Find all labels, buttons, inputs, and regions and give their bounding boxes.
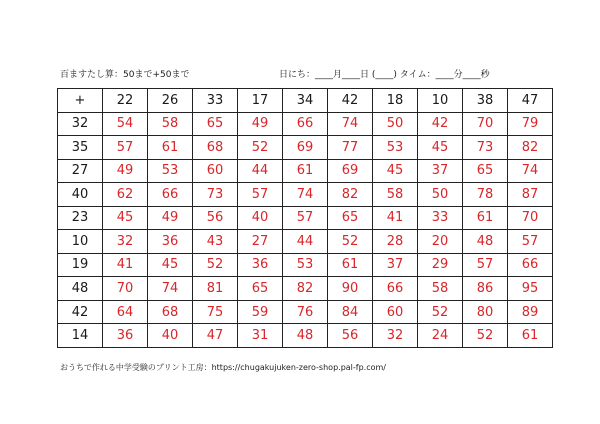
grid-row <box>58 324 553 348</box>
answer-cell: 43 <box>193 230 238 254</box>
answer-cell: 68 <box>148 300 193 324</box>
answer-cell: 50 <box>373 112 418 136</box>
answer-cell: 65 <box>238 277 283 301</box>
answer-cell: 69 <box>283 136 328 160</box>
answer-cell: 61 <box>328 253 373 277</box>
date-time-fields: 日にち：____月____日 (____) タイム：____分____秒 <box>279 70 490 80</box>
top-number-cell: 38 <box>463 89 508 113</box>
answer-cell: 52 <box>238 136 283 160</box>
top-number-cell: 47 <box>508 89 553 113</box>
answer-cell: 37 <box>418 159 463 183</box>
answer-cell: 57 <box>238 183 283 207</box>
grid-row <box>58 112 553 136</box>
answer-cell: 76 <box>283 300 328 324</box>
answer-cell: 89 <box>508 300 553 324</box>
grid-row <box>58 277 553 301</box>
left-number-cell: 14 <box>58 324 103 348</box>
answer-cell: 82 <box>328 183 373 207</box>
answer-cell: 66 <box>508 253 553 277</box>
grid-row <box>58 206 553 230</box>
answer-cell: 41 <box>103 253 148 277</box>
answer-cell: 57 <box>463 253 508 277</box>
answer-cell: 66 <box>148 183 193 207</box>
top-number-cell: 34 <box>283 89 328 113</box>
left-number-cell: 32 <box>58 112 103 136</box>
answer-cell: 52 <box>463 324 508 348</box>
answer-cell: 53 <box>283 253 328 277</box>
answer-cell: 48 <box>283 324 328 348</box>
answer-cell: 53 <box>373 136 418 160</box>
answer-cell: 73 <box>193 183 238 207</box>
answer-cell: 95 <box>508 277 553 301</box>
plus-sign-cell: + <box>58 89 103 113</box>
answer-cell: 58 <box>418 277 463 301</box>
answer-cell: 53 <box>148 159 193 183</box>
answer-cell: 45 <box>148 253 193 277</box>
addition-grid <box>57 88 553 348</box>
answer-cell: 58 <box>148 112 193 136</box>
grid-row <box>58 136 553 160</box>
answer-cell: 33 <box>418 206 463 230</box>
answer-cell: 60 <box>373 300 418 324</box>
answer-cell: 90 <box>328 277 373 301</box>
answer-cell: 69 <box>328 159 373 183</box>
answer-cell: 52 <box>193 253 238 277</box>
left-number-cell: 10 <box>58 230 103 254</box>
answer-cell: 75 <box>193 300 238 324</box>
answer-cell: 42 <box>418 112 463 136</box>
answer-cell: 66 <box>283 112 328 136</box>
answer-cell: 79 <box>508 112 553 136</box>
answer-cell: 61 <box>283 159 328 183</box>
answer-cell: 78 <box>463 183 508 207</box>
answer-cell: 45 <box>418 136 463 160</box>
left-number-cell: 23 <box>58 206 103 230</box>
answer-cell: 66 <box>373 277 418 301</box>
answer-cell: 56 <box>328 324 373 348</box>
answer-cell: 57 <box>283 206 328 230</box>
left-number-cell: 40 <box>58 183 103 207</box>
answer-cell: 47 <box>193 324 238 348</box>
answer-cell: 41 <box>373 206 418 230</box>
answer-cell: 80 <box>463 300 508 324</box>
answer-cell: 49 <box>148 206 193 230</box>
answer-cell: 70 <box>508 206 553 230</box>
answer-cell: 24 <box>418 324 463 348</box>
answer-cell: 81 <box>193 277 238 301</box>
answer-cell: 61 <box>463 206 508 230</box>
answer-cell: 49 <box>103 159 148 183</box>
answer-cell: 32 <box>373 324 418 348</box>
answer-cell: 32 <box>103 230 148 254</box>
top-number-cell: 22 <box>103 89 148 113</box>
top-number-cell: 33 <box>193 89 238 113</box>
answer-cell: 54 <box>103 112 148 136</box>
answer-cell: 37 <box>373 253 418 277</box>
answer-cell: 84 <box>328 300 373 324</box>
answer-cell: 44 <box>283 230 328 254</box>
left-number-cell: 19 <box>58 253 103 277</box>
answer-cell: 87 <box>508 183 553 207</box>
answer-cell: 74 <box>328 112 373 136</box>
answer-cell: 36 <box>238 253 283 277</box>
answer-cell: 20 <box>418 230 463 254</box>
answer-cell: 36 <box>103 324 148 348</box>
left-number-cell: 35 <box>58 136 103 160</box>
answer-cell: 40 <box>148 324 193 348</box>
top-number-cell: 42 <box>328 89 373 113</box>
answer-cell: 68 <box>193 136 238 160</box>
top-number-cell: 17 <box>238 89 283 113</box>
footer-credit: おうちで作れる中学受験のプリント工房：https://chugakujuken-zero-shop.pal-fp.com/ <box>60 363 386 372</box>
answer-cell: 44 <box>238 159 283 183</box>
answer-cell: 60 <box>193 159 238 183</box>
answer-cell: 59 <box>238 300 283 324</box>
answer-cell: 61 <box>148 136 193 160</box>
top-number-cell: 26 <box>148 89 193 113</box>
left-number-cell: 27 <box>58 159 103 183</box>
grid-row <box>58 253 553 277</box>
answer-cell: 65 <box>193 112 238 136</box>
answer-cell: 70 <box>463 112 508 136</box>
grid-header-row <box>58 89 553 113</box>
answer-cell: 40 <box>238 206 283 230</box>
answer-cell: 73 <box>463 136 508 160</box>
grid-row <box>58 300 553 324</box>
left-number-cell: 48 <box>58 277 103 301</box>
answer-cell: 65 <box>463 159 508 183</box>
answer-cell: 45 <box>373 159 418 183</box>
answer-cell: 57 <box>103 136 148 160</box>
grid-row <box>58 183 553 207</box>
answer-cell: 29 <box>418 253 463 277</box>
top-number-cell: 10 <box>418 89 463 113</box>
answer-cell: 48 <box>463 230 508 254</box>
answer-cell: 74 <box>283 183 328 207</box>
answer-cell: 74 <box>148 277 193 301</box>
grid-row <box>58 230 553 254</box>
answer-cell: 86 <box>463 277 508 301</box>
worksheet-title: 百ますたし算：50まで+50まで <box>60 70 190 80</box>
answer-cell: 74 <box>508 159 553 183</box>
grid-row <box>58 159 553 183</box>
answer-cell: 52 <box>328 230 373 254</box>
answer-cell: 77 <box>328 136 373 160</box>
answer-cell: 65 <box>328 206 373 230</box>
left-number-cell: 42 <box>58 300 103 324</box>
answer-cell: 27 <box>238 230 283 254</box>
answer-cell: 52 <box>418 300 463 324</box>
answer-cell: 31 <box>238 324 283 348</box>
answer-cell: 56 <box>193 206 238 230</box>
answer-cell: 49 <box>238 112 283 136</box>
answer-cell: 45 <box>103 206 148 230</box>
answer-cell: 70 <box>103 277 148 301</box>
answer-cell: 50 <box>418 183 463 207</box>
top-number-cell: 18 <box>373 89 418 113</box>
answer-cell: 62 <box>103 183 148 207</box>
answer-cell: 57 <box>508 230 553 254</box>
answer-cell: 64 <box>103 300 148 324</box>
answer-cell: 28 <box>373 230 418 254</box>
answer-cell: 61 <box>508 324 553 348</box>
answer-cell: 58 <box>373 183 418 207</box>
answer-cell: 36 <box>148 230 193 254</box>
answer-cell: 82 <box>508 136 553 160</box>
answer-cell: 82 <box>283 277 328 301</box>
